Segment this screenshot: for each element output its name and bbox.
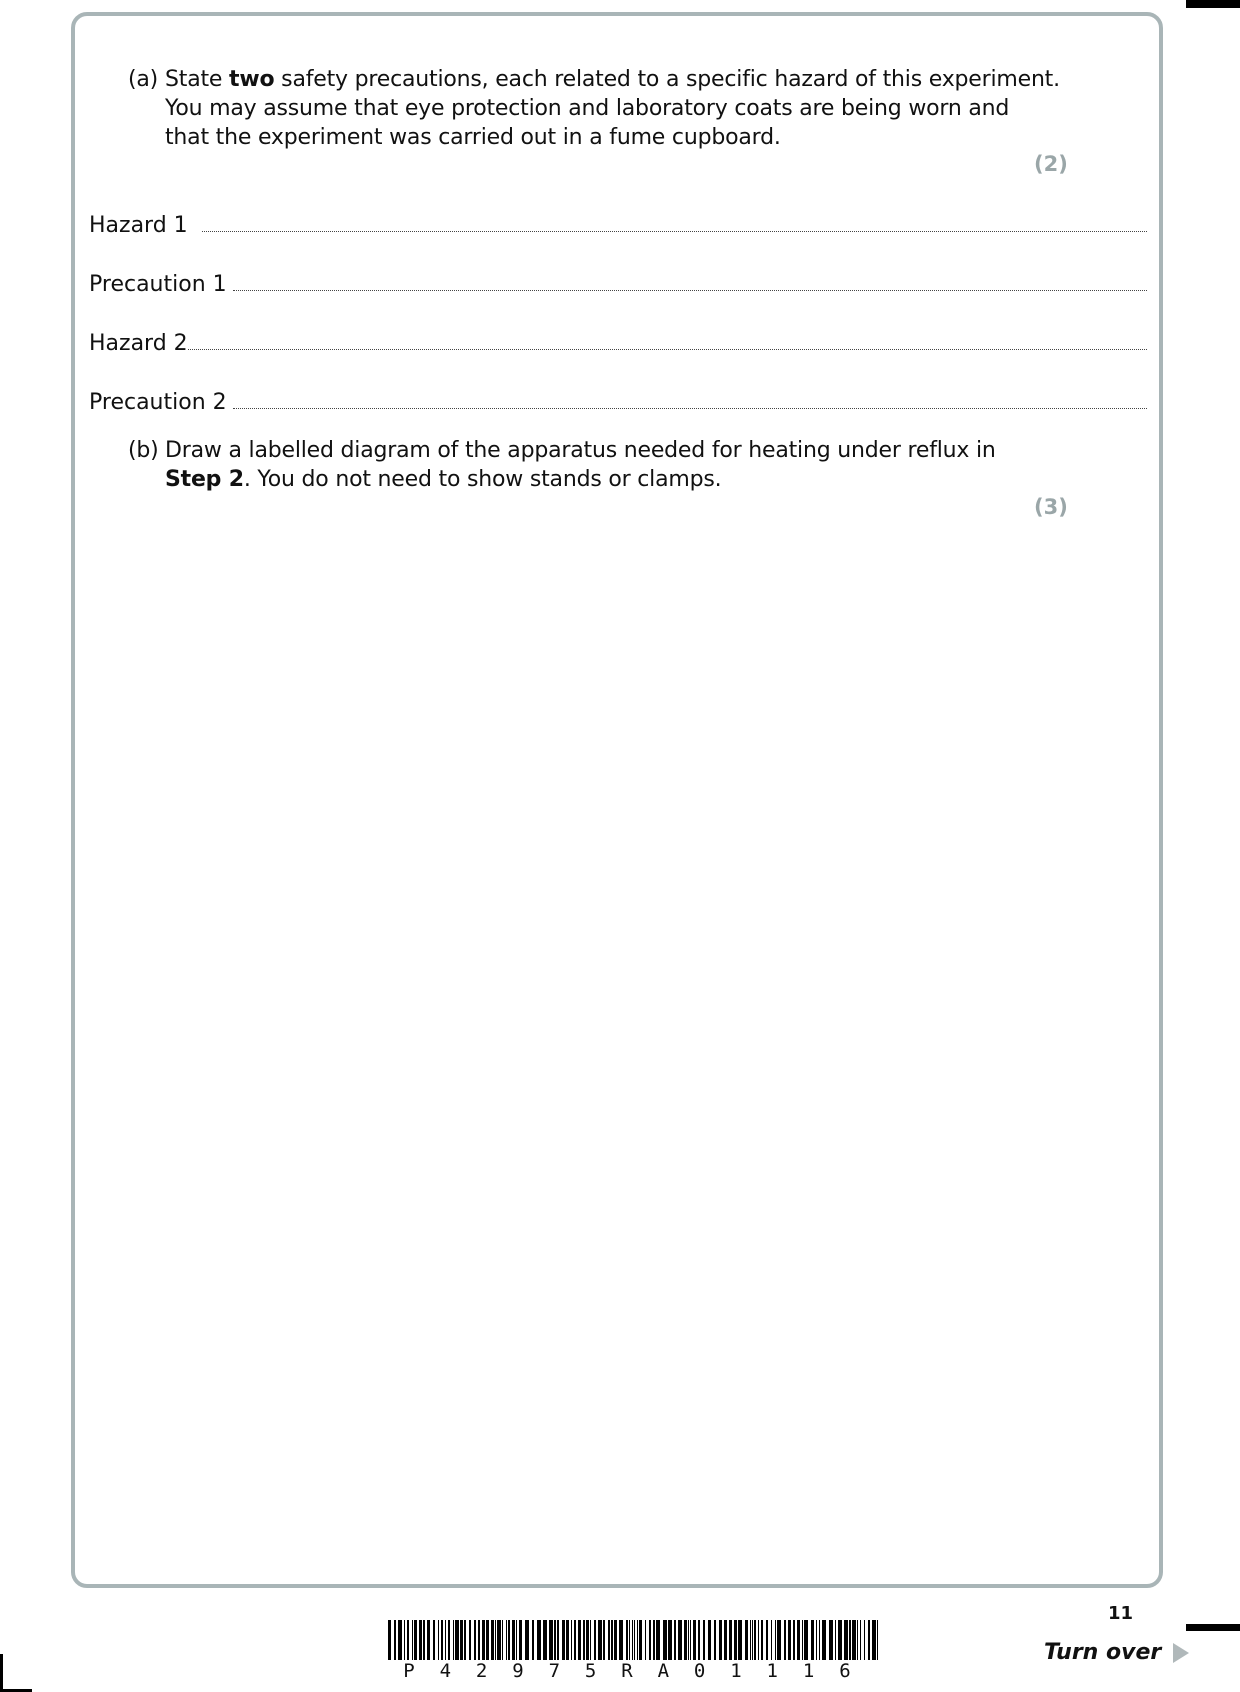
barcode-bar [441, 1620, 443, 1660]
barcode-bar [734, 1620, 737, 1660]
barcode-bar [614, 1620, 617, 1660]
barcode-bar [752, 1620, 753, 1660]
barcode-bar [766, 1620, 768, 1660]
barcode-bar [698, 1620, 700, 1660]
barcode-bar [482, 1620, 485, 1660]
barcode-bar [645, 1620, 646, 1660]
barcode-bar [634, 1620, 635, 1660]
dotted-answer-line[interactable] [233, 290, 1147, 291]
barcode-bar [423, 1620, 425, 1660]
barcode-bar [629, 1620, 630, 1660]
barcode-bar [816, 1620, 817, 1660]
barcode-bar [388, 1620, 391, 1660]
barcode-bar [724, 1620, 727, 1660]
barcode-bar [453, 1620, 454, 1660]
barcode-bar [637, 1620, 638, 1660]
part-b-line-1: Draw a labelled diagram of the apparatus needed for heating under reflux in [165, 438, 996, 463]
registration-mark-top-right [1186, 0, 1240, 8]
barcode-bar [819, 1620, 820, 1660]
barcode-bar [557, 1620, 559, 1660]
barcode-bar [404, 1620, 405, 1660]
barcode-bar [804, 1620, 808, 1660]
page-number: 11 [1108, 1603, 1134, 1624]
part-b-text [165, 436, 996, 494]
barcode-bar [394, 1620, 396, 1660]
barcode-bar [502, 1620, 503, 1660]
barcode-bar [663, 1620, 667, 1660]
part-b-line-2: Step 2. You do not need to show stands or clamps. [165, 467, 722, 492]
barcode-bar [714, 1620, 716, 1660]
dotted-answer-line[interactable] [188, 349, 1147, 350]
answer-line-label: Precaution 1 [89, 272, 227, 297]
answer-line-precaution-2[interactable] [89, 385, 1147, 415]
barcode-bar [491, 1620, 494, 1660]
barcode-bar [771, 1620, 772, 1660]
part-a-label: (a) [128, 67, 159, 92]
barcode-bar [438, 1620, 439, 1660]
answer-line-hazard-2[interactable] [89, 326, 1147, 356]
barcode-bar [455, 1620, 459, 1660]
barcode-bar [788, 1620, 791, 1660]
barcode-bar [626, 1620, 628, 1660]
barcode-bar [656, 1620, 660, 1660]
barcode-bar [703, 1620, 705, 1660]
barcode-bar [872, 1620, 876, 1660]
barcode-bar [486, 1620, 489, 1660]
barcode-bar [754, 1620, 756, 1660]
barcode-bar [693, 1620, 696, 1660]
barcode-bar [639, 1620, 642, 1660]
barcode-bar [835, 1620, 836, 1660]
barcode-bar [525, 1620, 529, 1660]
barcode-bar [684, 1620, 687, 1660]
barcode-bar [508, 1620, 510, 1660]
barcode-bar [543, 1620, 547, 1660]
barcode-number: P 4 2 9 7 5 R A 0 1 1 1 6 [403, 1660, 851, 1682]
part-a-emphasis: two [229, 67, 275, 92]
barcode-bar [586, 1620, 589, 1660]
part-b-label: (b) [128, 438, 159, 463]
barcode-bar [777, 1620, 781, 1660]
barcode-bar [398, 1620, 402, 1660]
barcode-bar [583, 1620, 585, 1660]
part-b-emphasis: Step 2 [165, 467, 244, 492]
barcode-bar [562, 1620, 565, 1660]
barcode-bar [838, 1620, 842, 1660]
barcode-bar [594, 1620, 596, 1660]
play-arrow-icon [1173, 1643, 1189, 1663]
barcode-bar [497, 1620, 501, 1660]
barcode-bar [571, 1620, 572, 1660]
barcode-bar [532, 1620, 534, 1660]
barcode-bar [649, 1620, 651, 1660]
barcode-bar [738, 1620, 742, 1660]
barcode-bar [598, 1620, 602, 1660]
barcode-bar [590, 1620, 591, 1660]
barcode-bar [574, 1620, 576, 1660]
barcode-bar [868, 1620, 870, 1660]
turn-over-label: Turn over [1044, 1640, 1162, 1665]
barcode-bar [860, 1620, 861, 1660]
barcode-bar [495, 1620, 496, 1660]
barcode-bar [688, 1620, 689, 1660]
barcode-bar [750, 1620, 751, 1660]
barcode-bar [464, 1620, 466, 1660]
barcode-bar [877, 1620, 878, 1660]
barcode-bar [822, 1620, 826, 1660]
barcode-bar [849, 1620, 851, 1660]
barcode-bar [793, 1620, 795, 1660]
barcode-bar [745, 1620, 748, 1660]
barcode-bar [469, 1620, 471, 1660]
barcode-bar [608, 1620, 610, 1660]
barcode-bar [668, 1620, 672, 1660]
part-a-line-2: You may assume that eye protection and laboratory coats are being worn and [165, 96, 1010, 121]
barcode-bar [678, 1620, 682, 1660]
part-a-marks: (2) [1034, 152, 1068, 176]
diagram-drawing-area[interactable] [80, 530, 1154, 1580]
part-a-line-3: that the experiment was carried out in a fume cupboard. [165, 125, 781, 150]
barcode-bar [802, 1620, 803, 1660]
barcode-bar [719, 1620, 722, 1660]
answer-line-label: Hazard 1 [89, 213, 188, 238]
barcode-bar [478, 1620, 480, 1660]
barcode-bar [506, 1620, 507, 1660]
barcode-bar [474, 1620, 476, 1660]
turn-over-indicator [1044, 1640, 1189, 1665]
answer-line-hazard-1[interactable] [89, 208, 1147, 238]
answer-line-precaution-1[interactable] [89, 267, 1147, 297]
barcode-bar [419, 1620, 422, 1660]
barcode-bar [761, 1620, 763, 1660]
barcode-bar [512, 1620, 515, 1660]
answer-line-label: Precaution 2 [89, 390, 227, 415]
barcode-bar [775, 1620, 776, 1660]
barcode-bar [797, 1620, 800, 1660]
barcode-bar [460, 1620, 463, 1660]
registration-mark-bottom-left-vertical [0, 1654, 3, 1692]
barcode-bar [708, 1620, 711, 1660]
answer-line-label: Hazard 2 [89, 331, 188, 356]
dotted-answer-line[interactable] [233, 408, 1147, 409]
barcode-bar [829, 1620, 833, 1660]
barcode-bar [653, 1620, 655, 1660]
part-a-line-1: State two safety precautions, each related to a specific hazard of this experiment. [165, 67, 1060, 92]
barcode-bar [566, 1620, 569, 1660]
barcode-bar [412, 1620, 413, 1660]
barcode-bar [784, 1620, 786, 1660]
barcode-bar [844, 1620, 848, 1660]
barcode-bar [448, 1620, 450, 1660]
barcode-bar [578, 1620, 581, 1660]
barcode-bar [414, 1620, 417, 1660]
barcode-bar [632, 1620, 633, 1660]
barcode-bar [857, 1620, 858, 1660]
barcode-icon [388, 1620, 880, 1660]
registration-mark-bottom-right [1186, 1624, 1240, 1631]
dotted-answer-line[interactable] [202, 231, 1147, 232]
barcode-bar [407, 1620, 409, 1660]
barcode-bar [537, 1620, 541, 1660]
barcode-bar [516, 1620, 517, 1660]
barcode-bar [674, 1620, 676, 1660]
barcode-bar [690, 1620, 691, 1660]
barcode-bar [519, 1620, 522, 1660]
barcode-bar [758, 1620, 759, 1660]
barcode-bar [433, 1620, 435, 1660]
part-a-text [165, 65, 1060, 152]
part-b-marks: (3) [1034, 495, 1068, 519]
barcode-bar [549, 1620, 553, 1660]
barcode-bar [611, 1620, 613, 1660]
barcode-bar [811, 1620, 814, 1660]
barcode-bar [445, 1620, 446, 1660]
barcode-bar [554, 1620, 556, 1660]
barcode-bar [603, 1620, 605, 1660]
barcode-bar [729, 1620, 732, 1660]
barcode-bar [427, 1620, 430, 1660]
barcode-bar [619, 1620, 623, 1660]
barcode-bar [864, 1620, 865, 1660]
barcode-bar [852, 1620, 856, 1660]
